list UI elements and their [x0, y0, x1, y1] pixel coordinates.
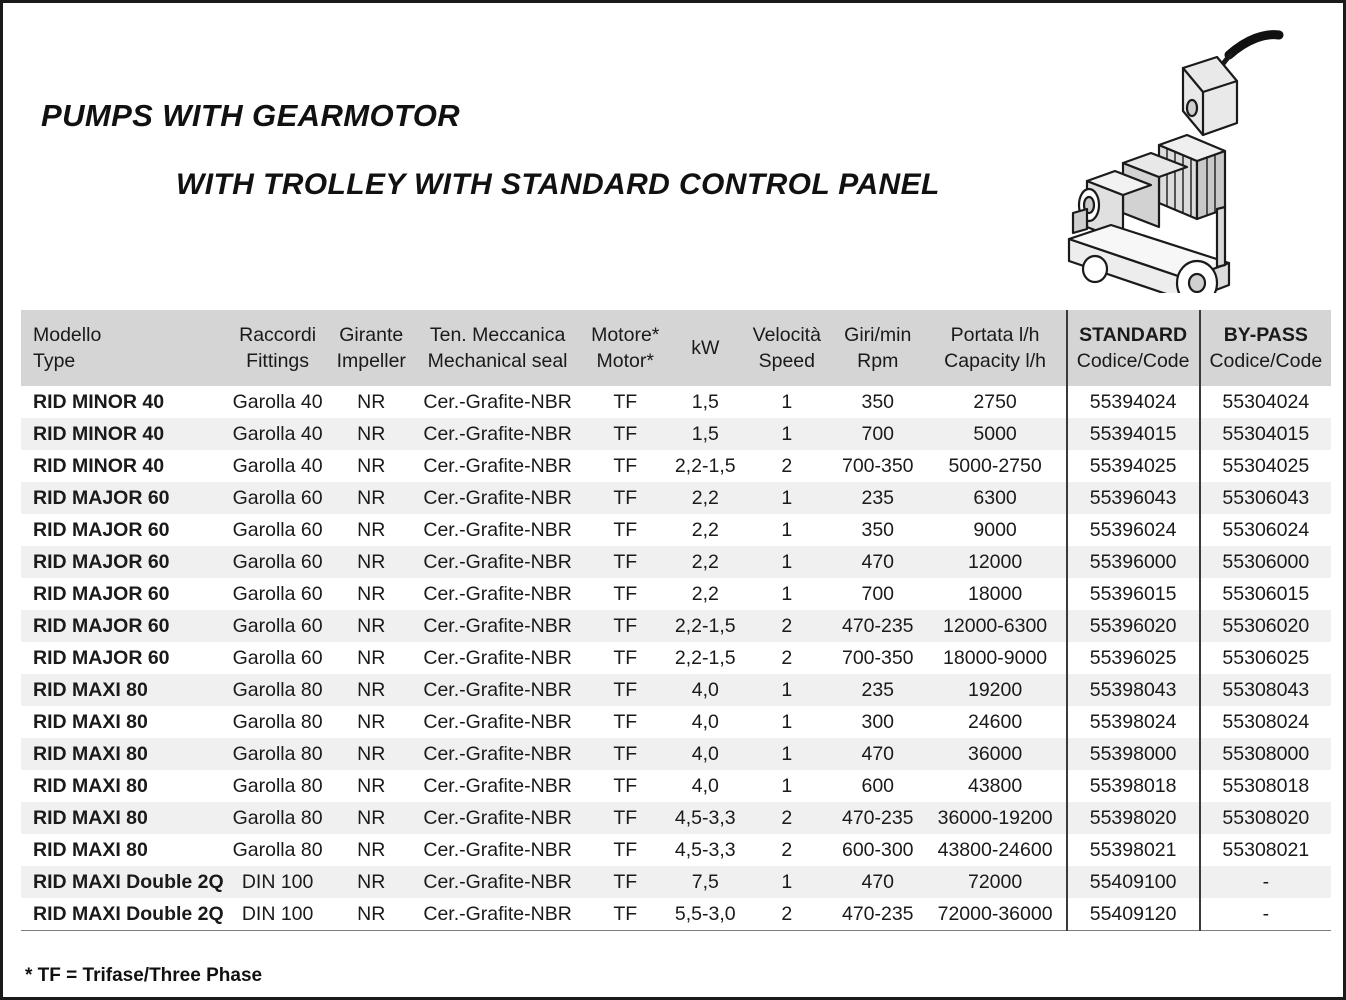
table-cell: 18000 [925, 578, 1067, 610]
table-cell: Cer.-Grafite-NBR [413, 738, 583, 770]
table-cell: 55394015 [1067, 418, 1200, 450]
table-cell: 36000-19200 [925, 802, 1067, 834]
table-cell: Cer.-Grafite-NBR [413, 706, 583, 738]
cell-model: RID MAXI Double 2Q [21, 866, 225, 898]
table-row [21, 802, 1331, 834]
table-cell: Garolla 80 [225, 802, 329, 834]
table-cell: 1 [743, 674, 831, 706]
table-cell: NR [330, 450, 413, 482]
table-cell: 350 [831, 514, 925, 546]
table-cell: TF [583, 802, 668, 834]
table-cell: TF [583, 834, 668, 866]
table-cell: 2 [743, 898, 831, 931]
table-cell: 5000 [925, 418, 1067, 450]
table-cell: 235 [831, 482, 925, 514]
table-cell: NR [330, 386, 413, 418]
pump-with-gearmotor-on-trolley-icon [1011, 13, 1301, 293]
table-cell: 55304024 [1200, 386, 1331, 418]
table-cell: 55394024 [1067, 386, 1200, 418]
specifications-table [21, 310, 1331, 931]
table-cell: TF [583, 770, 668, 802]
table-cell: Garolla 40 [225, 418, 329, 450]
table-cell: TF [583, 450, 668, 482]
table-cell: 4,0 [668, 674, 743, 706]
table-cell: Garolla 60 [225, 482, 329, 514]
table-cell: 55306024 [1200, 514, 1331, 546]
page-title [41, 98, 991, 202]
table-cell: 2 [743, 642, 831, 674]
table-cell: 300 [831, 706, 925, 738]
table-cell: 1,5 [668, 418, 743, 450]
table-cell: Cer.-Grafite-NBR [413, 674, 583, 706]
table-cell: 2 [743, 802, 831, 834]
table-cell: 55304015 [1200, 418, 1331, 450]
cell-model: RID MAXI 80 [21, 674, 225, 706]
table-cell: 2,2 [668, 546, 743, 578]
table-body [21, 386, 1331, 931]
cell-model: RID MAXI 80 [21, 834, 225, 866]
table-cell: Cer.-Grafite-NBR [413, 578, 583, 610]
table-cell: NR [330, 642, 413, 674]
table-cell: 55398018 [1067, 770, 1200, 802]
table-cell: 55308024 [1200, 706, 1331, 738]
table-cell: 2 [743, 450, 831, 482]
column-header-impeller: Girante Impeller [330, 310, 413, 386]
table-cell: 55398021 [1067, 834, 1200, 866]
table-cell: 55306020 [1200, 610, 1331, 642]
table-cell: Garolla 60 [225, 610, 329, 642]
table-cell: 12000 [925, 546, 1067, 578]
table-row [21, 866, 1331, 898]
cell-model: RID MAJOR 60 [21, 642, 225, 674]
table-cell: 4,0 [668, 738, 743, 770]
table-row [21, 482, 1331, 514]
table-header [21, 310, 1331, 386]
table-row [21, 738, 1331, 770]
table-cell: 72000-36000 [925, 898, 1067, 931]
table-cell: Garolla 40 [225, 450, 329, 482]
column-header-rpm: Giri/min Rpm [831, 310, 925, 386]
table-cell: 55308018 [1200, 770, 1331, 802]
table-cell: TF [583, 674, 668, 706]
table-cell: Garolla 80 [225, 770, 329, 802]
cell-model: RID MINOR 40 [21, 386, 225, 418]
table-cell: NR [330, 770, 413, 802]
table-cell: NR [330, 610, 413, 642]
table-cell: Cer.-Grafite-NBR [413, 802, 583, 834]
table-cell: 9000 [925, 514, 1067, 546]
column-header-speed: Velocità Speed [743, 310, 831, 386]
column-header-motor: Motore* Motor* [583, 310, 668, 386]
table-cell: TF [583, 898, 668, 931]
column-header-kw: kW [668, 310, 743, 386]
table-cell: Cer.-Grafite-NBR [413, 514, 583, 546]
table-cell: 55306015 [1200, 578, 1331, 610]
table-cell: NR [330, 802, 413, 834]
table-cell: 350 [831, 386, 925, 418]
cell-model: RID MAJOR 60 [21, 514, 225, 546]
table-cell: Cer.-Grafite-NBR [413, 418, 583, 450]
table-cell: 55398020 [1067, 802, 1200, 834]
table-row [21, 418, 1331, 450]
title-line-primary: PUMPS WITH GEARMOTOR [41, 98, 461, 133]
table-cell: TF [583, 706, 668, 738]
table-cell: 55396015 [1067, 578, 1200, 610]
table-cell: NR [330, 578, 413, 610]
column-header-bypass-code: BY-PASS Codice/Code [1200, 310, 1331, 386]
table-cell: 470 [831, 866, 925, 898]
table-cell: 55396043 [1067, 482, 1200, 514]
table-cell: Garolla 60 [225, 578, 329, 610]
cell-model: RID MAJOR 60 [21, 482, 225, 514]
pump-illustration [1011, 13, 1301, 293]
cell-model: RID MINOR 40 [21, 450, 225, 482]
table-cell: TF [583, 546, 668, 578]
table-cell: 55398000 [1067, 738, 1200, 770]
table-cell: NR [330, 674, 413, 706]
table-cell: 43800-24600 [925, 834, 1067, 866]
table-cell: 235 [831, 674, 925, 706]
table-cell: TF [583, 610, 668, 642]
table-cell: 55398043 [1067, 674, 1200, 706]
table-cell: 19200 [925, 674, 1067, 706]
table-cell: NR [330, 418, 413, 450]
table-cell: 1 [743, 706, 831, 738]
table-cell: 4,0 [668, 706, 743, 738]
cell-model: RID MINOR 40 [21, 418, 225, 450]
table-cell: 55398024 [1067, 706, 1200, 738]
table-cell: TF [583, 418, 668, 450]
table-cell: 5,5-3,0 [668, 898, 743, 931]
table-row [21, 770, 1331, 802]
table-cell: 1 [743, 738, 831, 770]
table-cell: Garolla 60 [225, 514, 329, 546]
table-row [21, 898, 1331, 931]
table-cell: NR [330, 866, 413, 898]
table-cell: TF [583, 738, 668, 770]
table-row [21, 514, 1331, 546]
table-cell: NR [330, 514, 413, 546]
table-cell: NR [330, 706, 413, 738]
column-header-standard-code: STANDARD Codice/Code [1067, 310, 1200, 386]
table-row [21, 674, 1331, 706]
table-row [21, 834, 1331, 866]
table-cell: 1 [743, 482, 831, 514]
table-cell: Garolla 80 [225, 674, 329, 706]
table-cell: Cer.-Grafite-NBR [413, 834, 583, 866]
table-cell: 1 [743, 578, 831, 610]
table-cell: 4,5-3,3 [668, 834, 743, 866]
table-cell: 24600 [925, 706, 1067, 738]
table-row [21, 546, 1331, 578]
table-cell: - [1200, 898, 1331, 931]
table-cell: Garolla 80 [225, 738, 329, 770]
table-cell: Cer.-Grafite-NBR [413, 866, 583, 898]
table-cell: 55304025 [1200, 450, 1331, 482]
table-cell: 2,2 [668, 482, 743, 514]
table-cell: 18000-9000 [925, 642, 1067, 674]
table-cell: Cer.-Grafite-NBR [413, 546, 583, 578]
column-header-mechanical-seal: Ten. Meccanica Mechanical seal [413, 310, 583, 386]
table-cell: 470 [831, 738, 925, 770]
table-cell: 700-350 [831, 450, 925, 482]
table-cell: NR [330, 834, 413, 866]
table-cell: Cer.-Grafite-NBR [413, 770, 583, 802]
column-header-fittings: Raccordi Fittings [225, 310, 329, 386]
cell-model: RID MAXI 80 [21, 738, 225, 770]
table-cell: 55306043 [1200, 482, 1331, 514]
table-cell: 1 [743, 866, 831, 898]
table-cell: 7,5 [668, 866, 743, 898]
table-cell: DIN 100 [225, 898, 329, 931]
table-cell: 55308000 [1200, 738, 1331, 770]
table-cell: 2,2-1,5 [668, 450, 743, 482]
table-cell: Garolla 80 [225, 834, 329, 866]
table-cell: 55308021 [1200, 834, 1331, 866]
table-cell: Cer.-Grafite-NBR [413, 610, 583, 642]
table-cell: - [1200, 866, 1331, 898]
table-cell: 2750 [925, 386, 1067, 418]
table-cell: 2 [743, 834, 831, 866]
cell-model: RID MAJOR 60 [21, 578, 225, 610]
table-cell: 55409100 [1067, 866, 1200, 898]
footnote: * TF = Trifase/Three Phase [25, 965, 263, 986]
table-cell: NR [330, 738, 413, 770]
table-cell: 72000 [925, 866, 1067, 898]
table-cell: 55306000 [1200, 546, 1331, 578]
table-cell: Cer.-Grafite-NBR [413, 898, 583, 931]
table-cell: 1 [743, 386, 831, 418]
table-cell: 6300 [925, 482, 1067, 514]
table-cell: DIN 100 [225, 866, 329, 898]
table-cell: Cer.-Grafite-NBR [413, 450, 583, 482]
table-cell: NR [330, 546, 413, 578]
table-cell: 55308043 [1200, 674, 1331, 706]
cell-model: RID MAXI 80 [21, 802, 225, 834]
table-cell: 4,0 [668, 770, 743, 802]
cell-model: RID MAXI 80 [21, 770, 225, 802]
table-cell: Garolla 60 [225, 642, 329, 674]
table-cell: 55396024 [1067, 514, 1200, 546]
table-cell: 55396020 [1067, 610, 1200, 642]
table-cell: 2,2-1,5 [668, 610, 743, 642]
table-row [21, 706, 1331, 738]
table-cell: Garolla 60 [225, 546, 329, 578]
table-row [21, 450, 1331, 482]
column-header-capacity: Portata l/h Capacity l/h [925, 310, 1067, 386]
table-cell: 1,5 [668, 386, 743, 418]
table-cell: NR [330, 482, 413, 514]
table-cell: 2,2-1,5 [668, 642, 743, 674]
table-cell: 43800 [925, 770, 1067, 802]
table-cell: 2,2 [668, 578, 743, 610]
cell-model: RID MAXI 80 [21, 706, 225, 738]
column-header-model: Modello Type [21, 310, 225, 386]
table-cell: TF [583, 514, 668, 546]
cell-model: RID MAXI Double 2Q [21, 898, 225, 931]
table-cell: 470-235 [831, 898, 925, 931]
table-cell: 700 [831, 578, 925, 610]
table-cell: 5000-2750 [925, 450, 1067, 482]
title-line-secondary: WITH TROLLEY WITH STANDARD CONTROL PANEL [176, 168, 940, 201]
table-cell: 470 [831, 546, 925, 578]
table-cell: 700-350 [831, 642, 925, 674]
table-row [21, 578, 1331, 610]
table-cell: 55308020 [1200, 802, 1331, 834]
table-cell: 55396000 [1067, 546, 1200, 578]
table-cell: Cer.-Grafite-NBR [413, 386, 583, 418]
table-cell: Cer.-Grafite-NBR [413, 642, 583, 674]
table-cell: 470-235 [831, 610, 925, 642]
table-cell: Garolla 40 [225, 386, 329, 418]
table-cell: 2 [743, 610, 831, 642]
table-row [21, 610, 1331, 642]
table-cell: 4,5-3,3 [668, 802, 743, 834]
table-cell: 600 [831, 770, 925, 802]
table-cell: 12000-6300 [925, 610, 1067, 642]
table-cell: Garolla 80 [225, 706, 329, 738]
table-cell: NR [330, 898, 413, 931]
table-row [21, 386, 1331, 418]
table-row [21, 642, 1331, 674]
cell-model: RID MAJOR 60 [21, 546, 225, 578]
table-cell: TF [583, 866, 668, 898]
table-cell: 55306025 [1200, 642, 1331, 674]
table-cell: 55409120 [1067, 898, 1200, 931]
table-cell: TF [583, 578, 668, 610]
table-cell: 1 [743, 546, 831, 578]
table-cell: TF [583, 482, 668, 514]
table-cell: 2,2 [668, 514, 743, 546]
table-cell: 700 [831, 418, 925, 450]
table-cell: Cer.-Grafite-NBR [413, 482, 583, 514]
table-cell: 600-300 [831, 834, 925, 866]
table-cell: 55394025 [1067, 450, 1200, 482]
table-cell: TF [583, 642, 668, 674]
cell-model: RID MAJOR 60 [21, 610, 225, 642]
table-cell: 1 [743, 770, 831, 802]
table-cell: 55396025 [1067, 642, 1200, 674]
table-cell: 470-235 [831, 802, 925, 834]
table-cell: 1 [743, 514, 831, 546]
table-cell: 1 [743, 418, 831, 450]
table-cell: 36000 [925, 738, 1067, 770]
table-cell: TF [583, 386, 668, 418]
